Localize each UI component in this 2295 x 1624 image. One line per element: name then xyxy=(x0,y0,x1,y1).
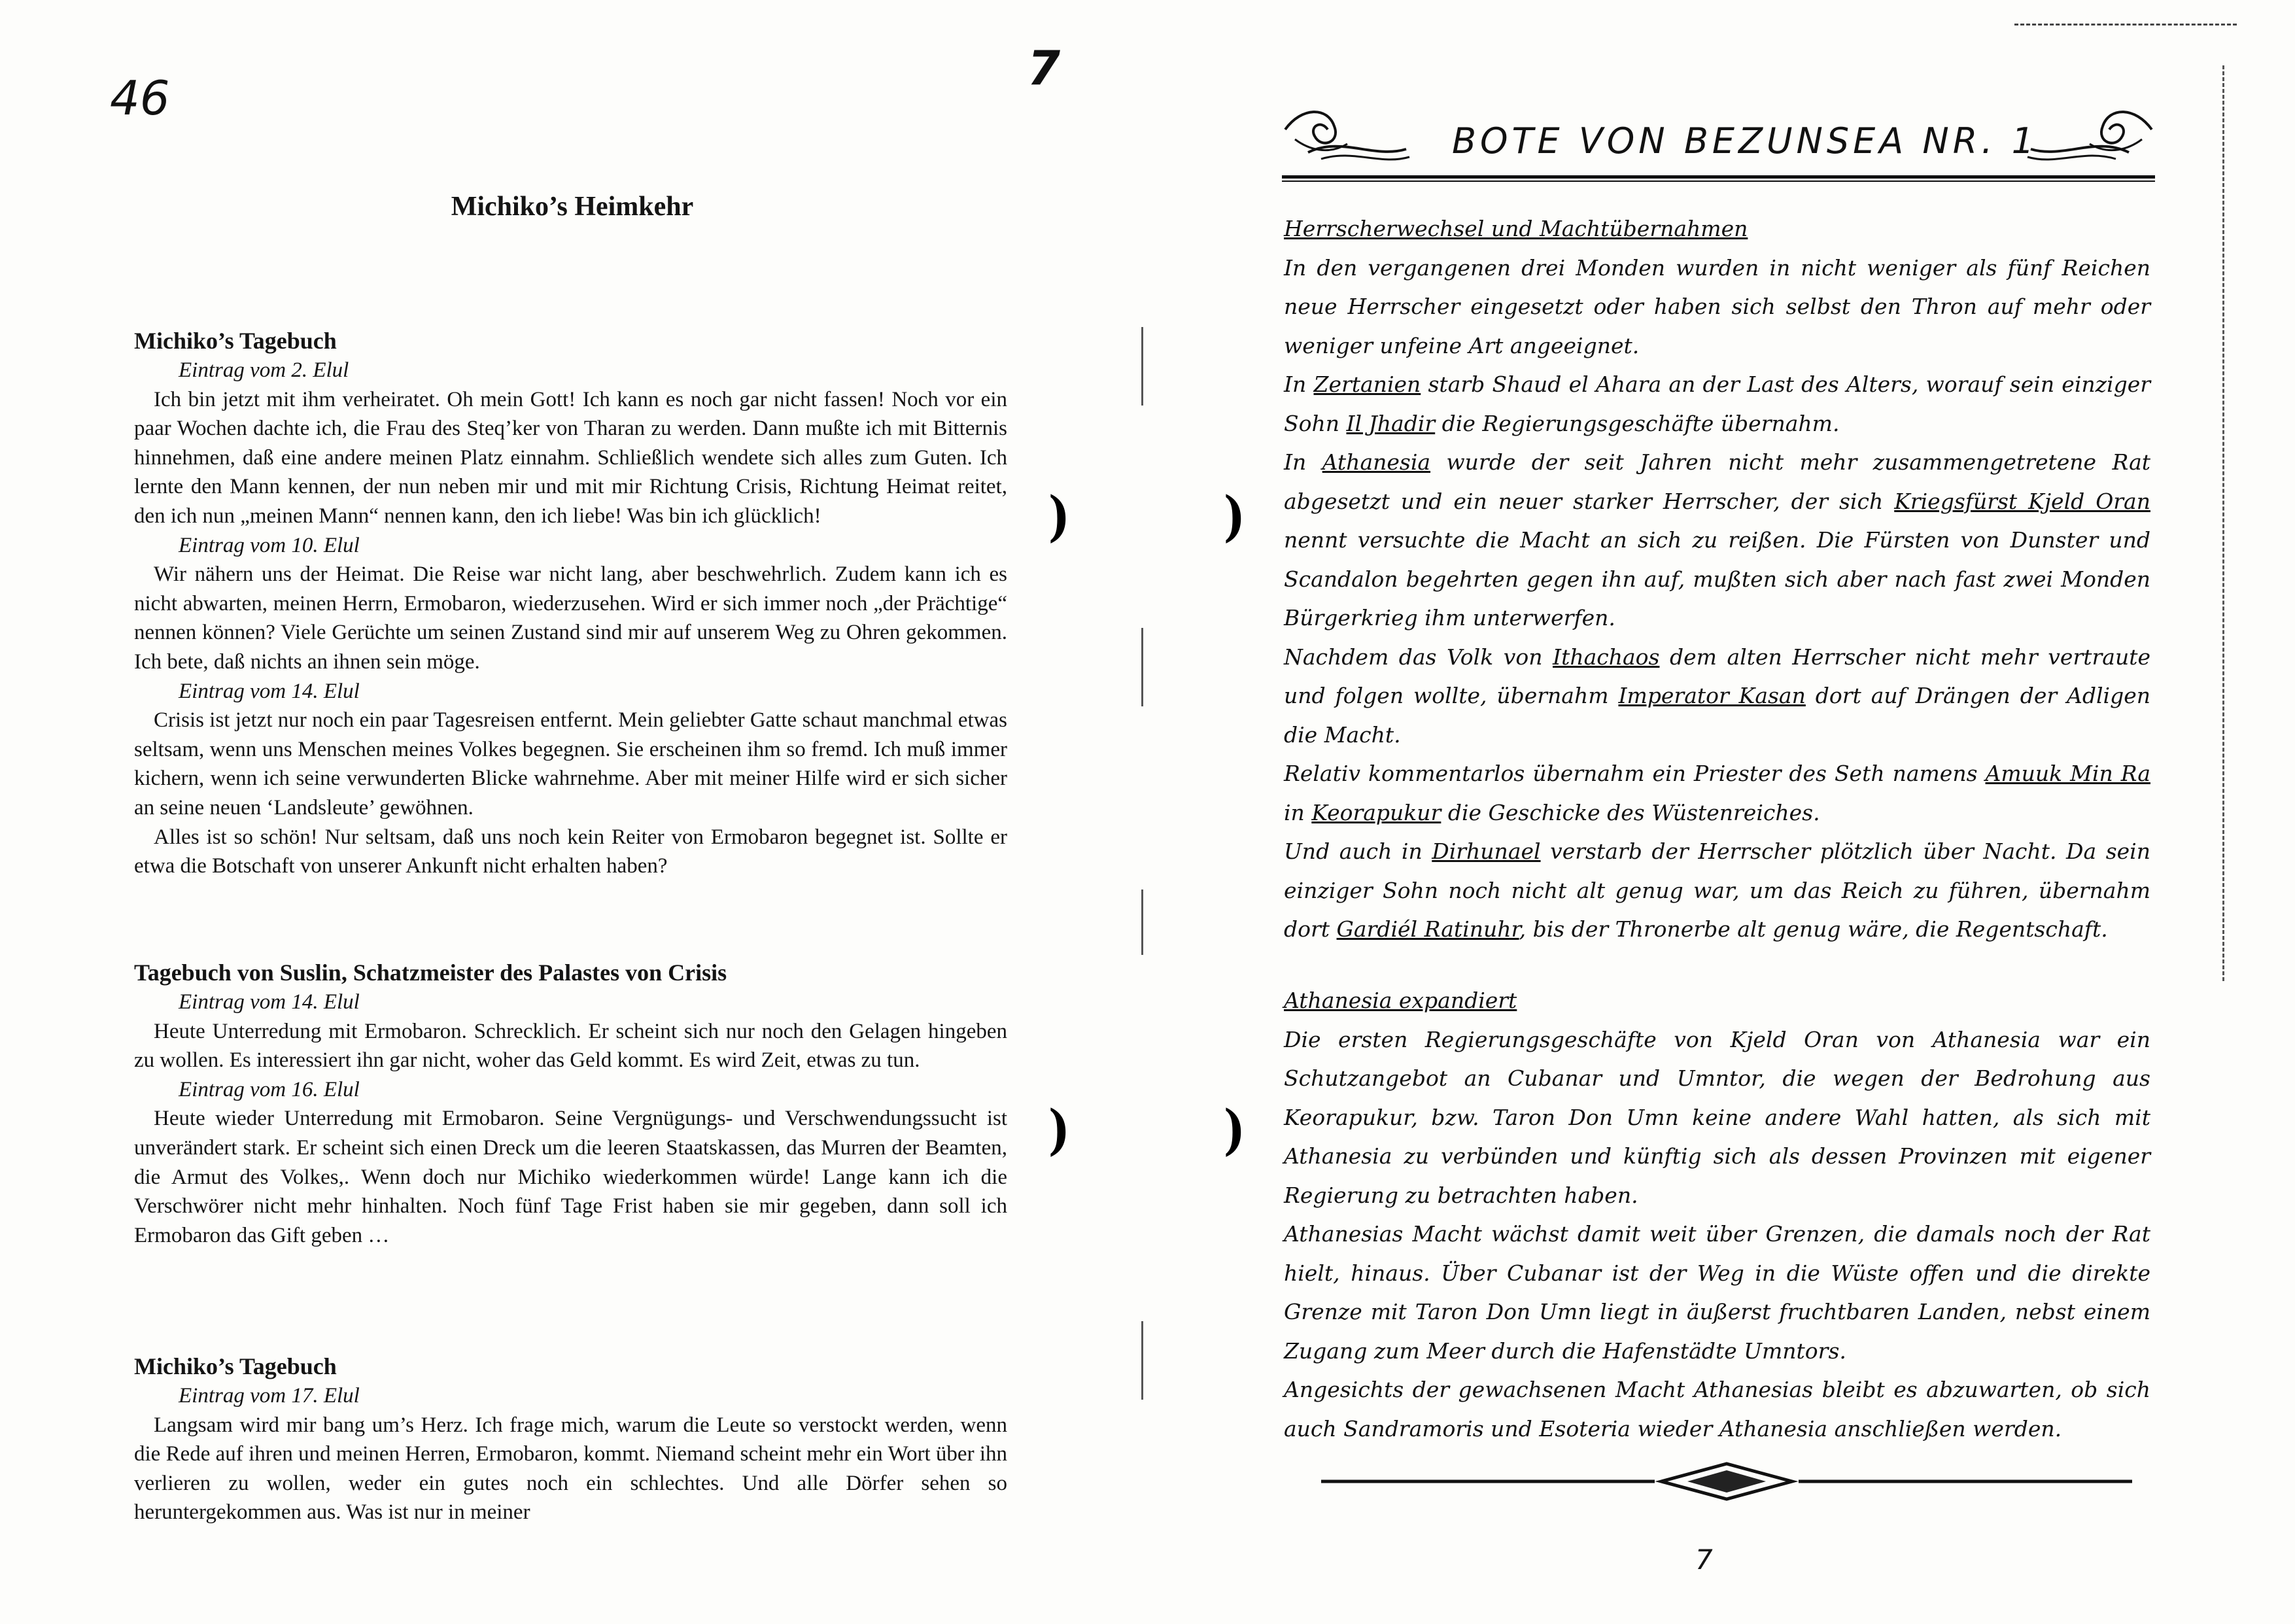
entry-paragraph: Langsam wird mir bang um’s Herz. Ich frage mich, warum die Leute so verstockt werden, wenn die Rede auf ihren und meinen Herren, Ermobaron, kommt. Niemand scheint mehr ein Wort über ihn verlieren zu wollen, weder ein gutes noch ein schlechtes. Und alle Dörfer sehen so heruntergekommen aus. Was ist nur in meiner xyxy=(134,1413,1007,1525)
ruler-name: Il Jhadir xyxy=(1346,410,1436,436)
article-herrscherwechsel xyxy=(1284,209,2150,949)
ruler-name: Imperator Kasan xyxy=(1618,683,1806,708)
scan-edge-line xyxy=(2222,65,2226,981)
entry-date: Eintrag vom 14. Elul xyxy=(179,679,360,703)
place-name: Ithachaos xyxy=(1553,644,1660,670)
entry-paragraph: Wir nähern uns der Heimat. Die Reise war nicht lang, aber beschwehrlich. Zudem kann ich es nicht abwarten, meinen Herrn, Ermobaron, wiederzusehen. Wird er sich immer noch „der Prächtige“ nennen können? Viele Gerüchte um seinen Zustand sind mir auf unserem Weg zu Ohren gekommen. Ich bete, daß nichts an ihnen sein möge. xyxy=(134,562,1007,674)
diary-section-michiko-2 xyxy=(134,1351,1007,1527)
entry-date: Eintrag vom 17. Elul xyxy=(179,1384,360,1408)
section-heading: Tagebuch von Suslin, Schatzmeister des Palastes von Crisis xyxy=(134,959,727,986)
binding-hole-mark: ) xyxy=(1223,485,1245,548)
article-paragraph: Relativ kommentarlos übernahm ein Priester des Seth namens Amuuk Min Ra in Keorapukur die Geschicke des Wüstenreiches. xyxy=(1284,761,2150,825)
scan-edge-mark xyxy=(2014,24,2237,26)
entry-paragraph: Crisis ist jetzt nur noch ein paar Tagesreisen entfernt. Mein geliebter Gatte schaut manchmal etwas seltsam, wenn uns Menschen meines Volkes begegnen. Sie erscheinen ihm so fremd. Ich muß immer kichern, wenn ich seine verwunderten Blicke wahrnehme. Aber mit meiner Hilfe wird er sich sicher an seine neuen ‘Landsleute’ gewöhnen. xyxy=(134,708,1007,820)
diary-section-michiko-1 xyxy=(134,326,1007,881)
left-page xyxy=(0,0,1141,1624)
entry-date: Eintrag vom 14. Elul xyxy=(179,990,360,1014)
article-paragraph: Athanesias Macht wächst damit weit über Grenzen, die damals noch der Rat hielt, hinaus. Über Cubanar ist der Weg in die Wüste offen und die direkte Grenze mit Taron Don Umn liegt in äußerst fruchtbaren Landen, nebst einem Zugang zum Meer durch die Hafenstädte Umntors. xyxy=(1284,1221,2150,1364)
ruler-name: Kriegsfürst Kjeld Oran xyxy=(1894,488,2150,514)
binding-hole-mark: ) xyxy=(1223,1099,1245,1162)
diary-section-suslin xyxy=(134,958,1007,1250)
article-paragraph: In Zertanien starb Shaud el Ahara an der Last des Alters, worauf sein einziger Sohn Il Jhadir die Regierungsgeschäfte übernahm. xyxy=(1284,371,2151,436)
entry-paragraph: Heute wieder Unterredung mit Ermobaron. Seine Vergnügungs- und Verschwendungssucht ist unverändert stark. Er scheint sich einen Dreck um die leeren Staatskassen, das Murren der Beamten, die Armut des Volkes,. Wenn doch nur Michiko wiederkommen würde! Lange kann ich die Verschwörer nicht mehr hinhalten. Noch fünf Tage Frist haben sie mir gegeben, dann soll ich Ermobaron das Gift geben … xyxy=(134,1107,1007,1247)
printed-page-number: 7 xyxy=(1695,1544,1713,1576)
entry-date: Eintrag vom 10. Elul xyxy=(179,533,360,557)
binding-hole-mark: ) xyxy=(1048,485,1070,548)
place-name: Dirhunael xyxy=(1432,838,1541,864)
binding-hole-mark: ) xyxy=(1048,1099,1070,1162)
place-name: Athanesia xyxy=(1322,449,1431,475)
newsletter-title: BOTE VON BEZUNSEA NR. 1 xyxy=(1452,120,2039,162)
handwritten-page-number: 46 xyxy=(110,71,170,126)
entry-date: Eintrag vom 16. Elul xyxy=(179,1077,360,1101)
place-name: Zertanien xyxy=(1313,371,1421,397)
article-paragraph: In Athanesia wurde der seit Jahren nicht mehr zusammengetretene Rat abgesetzt und ein neuer starker Herrscher, der sich Kriegsfürst Kjeld Oran nennt versuchte die Macht an sich zu reißen. Die Fürsten von Dunster und Scandalon begehrten gegen ihn auf, mußten sich aber nach fast zwei Monden Bürgerkrieg ihm unterwerfen. xyxy=(1284,449,2151,631)
article-paragraph: Angesichts der gewachsenen Macht Athanesias bleibt es abzuwarten, ob sich auch Sandramoris und Esoteria wieder Athanesia anschließen werden. xyxy=(1284,1377,2150,1442)
article-paragraph: Und auch in Dirhunael verstarb der Herrscher plötzlich über Nacht. Da sein einziger Sohn noch nicht alt genug war, um das Reich zu führen, übernahm dort Gardiél Ratinuhr, bis der Thronerbe alt genug wäre, die Regentschaft. xyxy=(1284,838,2150,942)
place-name: Keorapukur xyxy=(1311,799,1441,825)
entry-date: Eintrag vom 2. Elul xyxy=(179,358,349,382)
article-paragraph: In den vergangenen drei Monden wurden in nicht weniger als fünf Reichen neue Herrscher eingesetzt oder haben sich selbst den Thron auf mehr oder weniger unfeine Art angeeignet. xyxy=(1284,254,2150,358)
article-paragraph: Die ersten Regierungsgeschäfte von Kjeld Oran von Athanesia war ein Schutzangebot an Cubanar und Umntor, die wegen der Bedrohung aus Keorapukur, bzw. Taron Don Umn keine andere Wahl hatten, als sich mit Athanesia zu verbünden und künftig sich als dessen Provinzen mit eigener Regierung zu betrachten haben. xyxy=(1284,1026,2150,1208)
left-flourish-ornament xyxy=(1282,103,1413,169)
ruler-name: Gardiél Ratinuhr xyxy=(1336,916,1519,942)
section-heading: Michiko’s Tagebuch xyxy=(134,328,337,354)
fold-line xyxy=(1141,1321,1143,1400)
closing-divider-ornament xyxy=(1321,1459,2132,1504)
article-title: Herrscherwechsel und Machtübernahmen xyxy=(1284,216,1748,241)
fold-line xyxy=(1141,628,1143,706)
section-heading: Michiko’s Tagebuch xyxy=(134,1353,337,1379)
story-title: Michiko’s Heimkehr xyxy=(451,192,694,222)
fold-line xyxy=(1141,890,1143,955)
article-paragraph: Nachdem das Volk von Ithachaos dem alten Herrscher nicht mehr vertraute und folgen wollte, übernahm Imperator Kasan dort auf Drängen der Adligen die Macht. xyxy=(1284,644,2151,748)
header-rule xyxy=(1282,175,2155,182)
fold-line xyxy=(1141,327,1143,406)
article-title: Athanesia expandiert xyxy=(1284,988,1517,1013)
entry-paragraph: Alles ist so schön! Nur seltsam, daß uns noch kein Reiter von Ermobaron begegnet ist. Sollte er etwa die Botschaft von unserer Ankunft nicht erhalten haben? xyxy=(134,825,1007,878)
entry-paragraph: Heute Unterredung mit Ermobaron. Schrecklich. Er scheint sich nur noch den Gelagen hingeben zu wollen. Es interessiert ihn gar nicht, woher das Geld kommt. Es wird Zeit, etwas zu tun. xyxy=(134,1019,1007,1073)
article-athanesia xyxy=(1284,981,2150,1448)
newsletter-header xyxy=(1282,92,2155,183)
entry-paragraph: Ich bin jetzt mit ihm verheiratet. Oh mein Gott! Ich kann es noch gar nicht fassen! Noch vor ein paar Wochen dachte ich, die Frau des Steq’ker von Tharan zu werden. Dann mußte ich mit Bitternis hinnehmen, daß eine andere meinen Platz einnahm. Schließlich wendete sich alles zum Guten. Ich lernte den Mann kennen, der nun neben mir und mit mir Richtung Crisis, Richtung Heimat reitet, den ich nun „meinen Mann“ nennen kann, den ich liebe! Was bin ich glücklich! xyxy=(134,387,1007,528)
ruler-name: Amuuk Min Ra xyxy=(1985,761,2150,786)
handwritten-page-number: 7 xyxy=(1027,41,1061,95)
right-flourish-ornament xyxy=(2024,103,2155,169)
